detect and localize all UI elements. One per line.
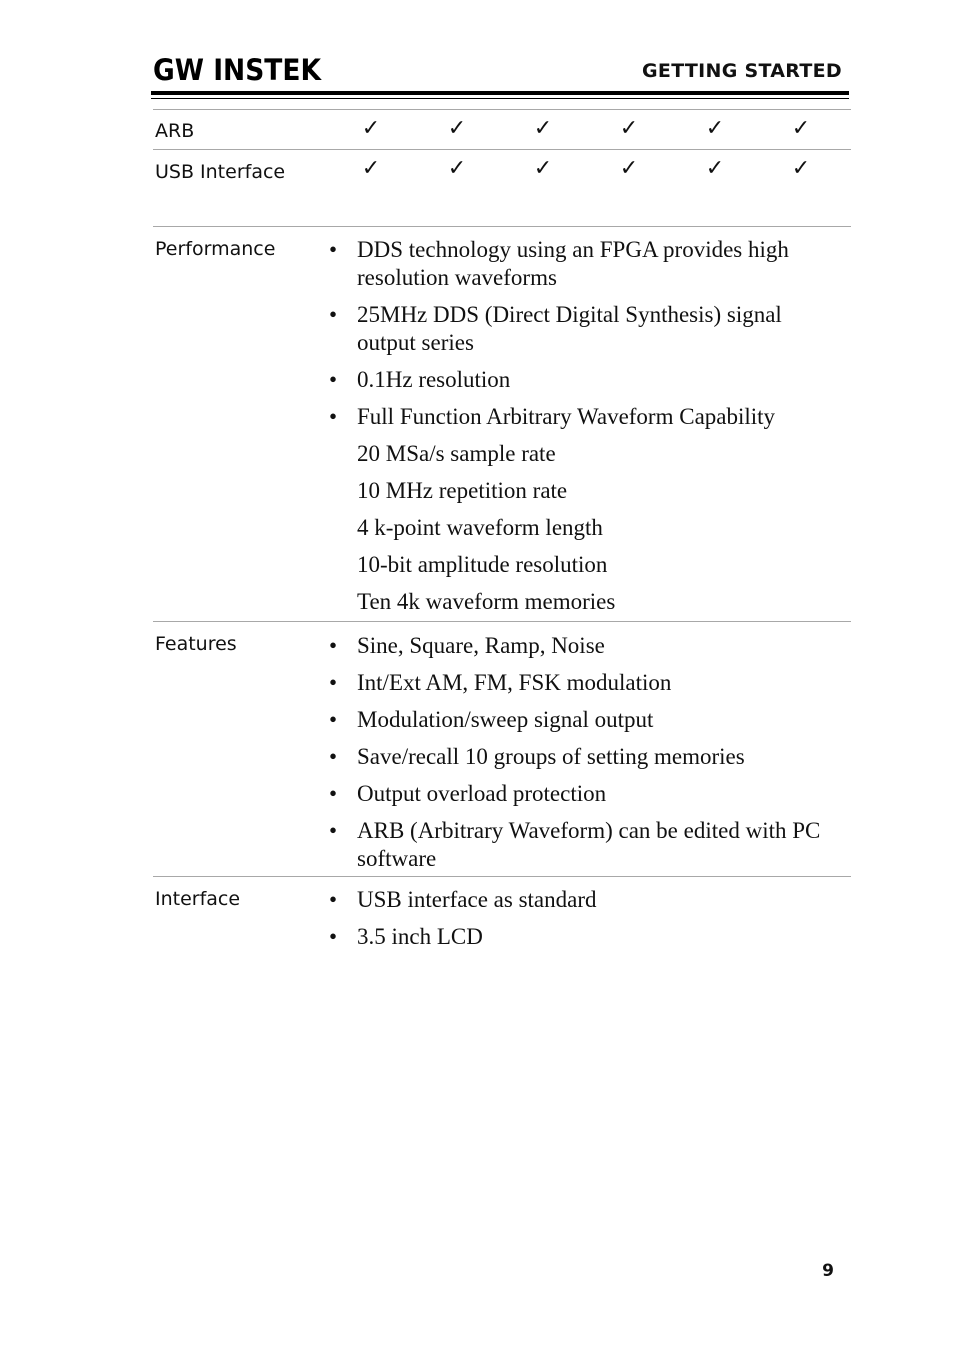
list-subitem: 10-bit amplitude resolution [357,552,608,577]
check-icon: ✓ [705,156,725,181]
check-icon: ✓ [533,156,553,181]
list-item: • Save/recall 10 groups of setting memories [329,744,745,769]
bullet: • [329,707,338,732]
check-icon: ✓ [361,116,381,141]
bullet: • [329,887,338,912]
check-icon: ✓ [533,116,553,141]
section-divider [153,621,851,622]
bullet: • [329,781,338,806]
check-icon: ✓ [361,156,381,181]
gw-instek-logo [153,54,323,84]
list-subitem: 10 MHz repetition rate [357,478,568,503]
check-icon: ✓ [619,116,639,141]
list-subitem: 20 MSa/s sample rate [357,441,556,466]
list-item: • Modulation/sweep signal output [329,707,654,732]
check-icon: ✓ [447,156,467,181]
bullet: • [329,670,338,695]
interface-list [327,886,837,951]
section-divider [153,876,851,877]
svg-text:GW INSTEK: GW INSTEK [153,54,323,84]
list-item: • Output overload protection [329,781,607,806]
brand-logo-graphic [153,54,323,84]
header-rule-thick [151,91,849,95]
list-subitem: 4 k-point waveform length [357,515,603,540]
list-item: • Sine, Square, Ramp, Noise [329,633,605,658]
bullet: • [329,302,338,327]
check-icon: ✓ [705,116,725,141]
row-label: ARB [155,120,195,142]
bullet: • [329,924,338,949]
check-icon: ✓ [791,116,811,141]
header-rule-thin [151,98,849,99]
bullet: • [329,744,338,769]
bullet: • [329,367,338,392]
table-row-divider [153,149,851,150]
section-divider [153,226,851,227]
check-icon: ✓ [619,156,639,181]
check-icon: ✓ [447,116,467,141]
list-item: • Int/Ext AM, FM, FSK modulation [329,670,672,695]
performance-list [327,236,837,616]
interface-label: Interface [155,888,241,910]
row-label: USB Interface [155,161,286,183]
performance-label: Performance [155,238,276,260]
list-item: • ARB (Arbitrary Waveform) can be edited with PC software [329,818,821,871]
list-item: • 0.1Hz resolution [329,367,511,392]
list-item: • USB interface as standard [329,887,597,912]
features-list [327,632,837,873]
page-number: 9 [822,1261,834,1281]
check-icon: ✓ [791,156,811,181]
bullet: • [329,237,338,262]
bullet: • [329,818,338,843]
section-title: GETTING STARTED [642,60,842,82]
table-top-line [153,109,851,110]
list-subitem: Ten 4k waveform memories [357,589,616,614]
features-label: Features [155,633,237,655]
list-item: • DDS technology using an FPGA provides high resolution waveforms [329,237,789,290]
list-item: • 3.5 inch LCD [329,924,483,949]
list-item: • 25MHz DDS (Direct Digital Synthesis) signal output series [329,302,782,355]
bullet: • [329,633,338,658]
bullet: • [329,404,338,429]
list-item: • Full Function Arbitrary Waveform Capability [329,404,776,429]
